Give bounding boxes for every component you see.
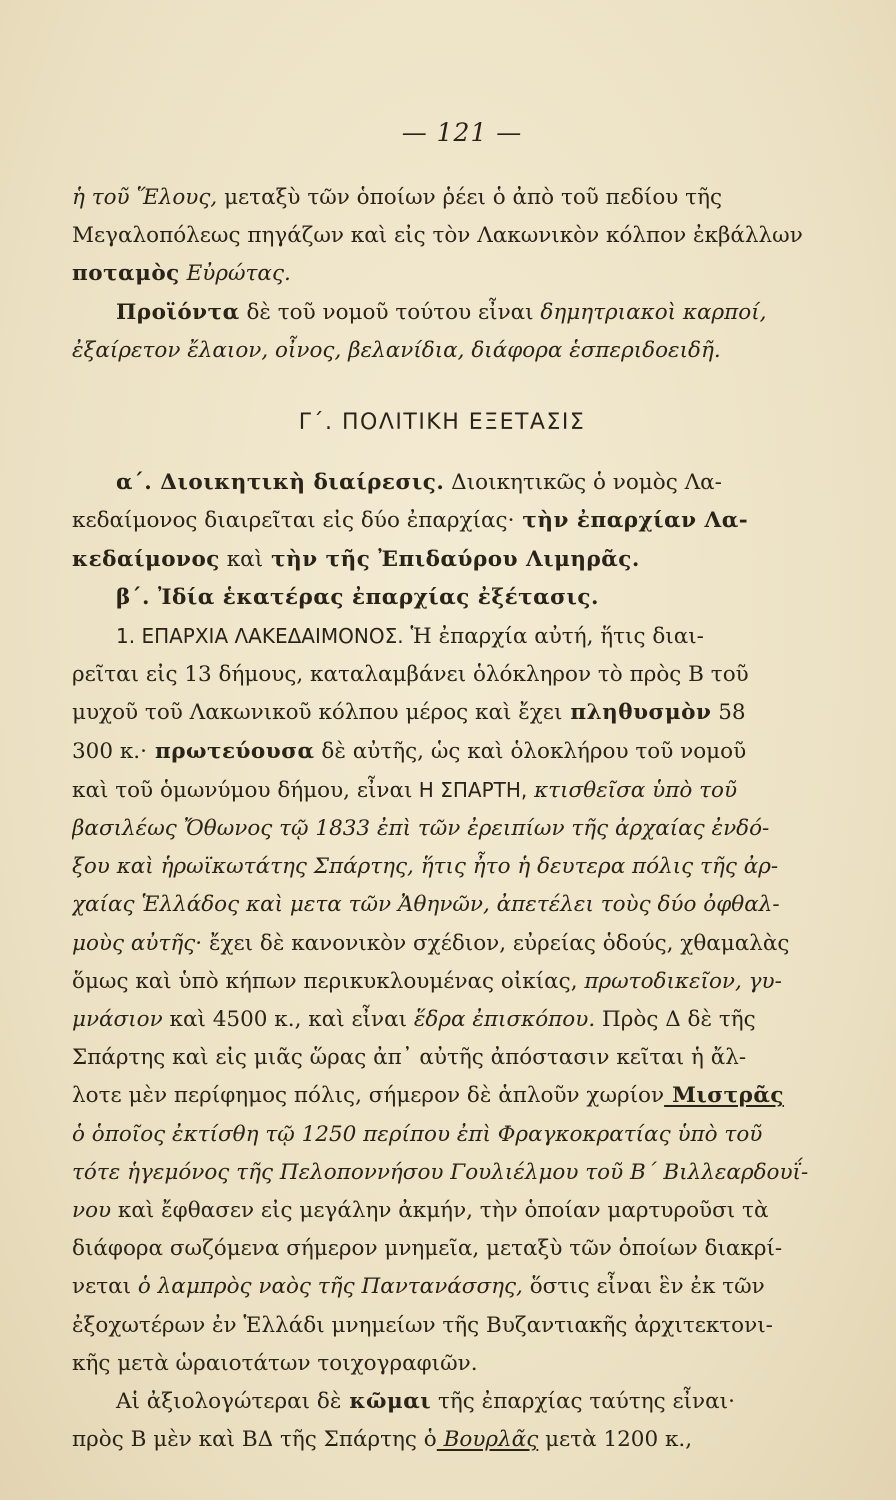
text-line: Μεγαλοπόλεως πηγάζων καὶ εἰς τὸν Λακωνικὸν κόλπον ἐκβάλλων xyxy=(72,223,803,249)
text-line: νεται ὁ λαμπρὸς ναὸς τῆς Παντανάσσης, ὅστις εἶναι ἓν ἐκ τῶν xyxy=(72,1274,765,1300)
text-line: Προϊόντα δὲ τοῦ νομοῦ τούτου εἶναι δημητριακοὶ καρποί, xyxy=(116,299,767,325)
text-line: ἐξοχωτέρων ἐν Ἑλλάδι μνημείων τῆς Βυζαντιακῆς ἀρχιτεκτονι- xyxy=(72,1312,773,1338)
text-line: νου καὶ ἔφθασεν εἰς μεγάλην ἀκμήν, τὴν ὁποίαν μαρτυροῦσι τὰ xyxy=(72,1198,769,1224)
text-line: διάφορα σωζόμενα σήμερον μνημεῖα, μεταξὺ τῶν ὁποίων διακρί- xyxy=(72,1236,783,1262)
page-number: — 121 — xyxy=(401,118,523,147)
text-line: λοτε μὲν περίφημος πόλις, σήμερον δὲ ἁπλοῦν χωρίον Μιστρᾶς xyxy=(72,1083,785,1109)
page-text xyxy=(72,179,812,1460)
text-line: α΄. Διοικητικὴ διαίρεσις. Διοικητικῶς ὁ νομὸς Λα- xyxy=(116,470,722,496)
text-line: 300 κ.· πρωτεύουσα δὲ αὐτῆς, ὡς καὶ ὁλοκλήρου τοῦ νομοῦ xyxy=(72,738,747,764)
text-line: Σπάρτης καὶ εἰς μιᾶς ὥρας ἀπ᾽ αὐτῆς ἀπόστασιν κεῖται ἡ ἄλ- xyxy=(72,1045,747,1071)
text-line: χαίας Ἑλλάδος καὶ μετα τῶν Ἀθηνῶν, ἀπετέλει τοὺς δύο ὀφθαλ- xyxy=(72,892,780,918)
text-line: πρὸς Β μὲν καὶ ΒΔ τῆς Σπάρτης ὁ Βουρλᾶς μετὰ 1200 κ., xyxy=(72,1427,693,1453)
text-line: μνάσιον καὶ 4500 κ., καὶ εἶναι ἕδρα ἐπισκόπου. Πρὸς Δ δὲ τῆς xyxy=(72,1007,756,1033)
section-heading: Γ΄. ΠΟΛΙΤΙΚΗ ΕΞΕΤΑΣΙΣ xyxy=(298,410,586,436)
text-line: ποταμὸς Εὐρώτας. xyxy=(72,261,291,287)
text-line: β΄. Ἰδία ἑκατέρας ἐπαρχίας ἐξέτασις. xyxy=(116,584,600,610)
text-line: κῆς μετὰ ὡραιοτάτων τοιχογραφιῶν. xyxy=(72,1350,478,1376)
text-line: ἡ τοῦ Ἕλους, μεταξὺ τῶν ὁποίων ῥέει ὁ ἀπὸ τοῦ πεδίου τῆς xyxy=(72,185,722,210)
text-line: ὅμως καὶ ὑπὸ κήπων περικυκλουμένας οἰκίας, πρωτοδικεῖον, γυ- xyxy=(72,968,782,994)
text-line: ἐξαίρετον ἔλαιον, οἶνος, βελανίδια, διάφορα ἑσπεριδοειδῆ. xyxy=(72,337,721,363)
text-line: κεδαίμονος διαιρεῖται εἰς δύο ἐπαρχίας· τὴν ἐπαρχίαν Λα- xyxy=(72,508,749,534)
text-line: μοὺς αὐτῆς· ἔχει δὲ κανονικὸν σχέδιον, εὐρείας ὁδούς, χθαμαλὰς xyxy=(72,930,790,956)
text-line: μυχοῦ τοῦ Λακωνικοῦ κόλπου μέρος καὶ ἔχει πληθυσμὸν 58 xyxy=(72,700,746,726)
text-line: Αἱ ἀξιολογώτεραι δὲ κῶμαι τῆς ἐπαρχίας ταύτης εἶναι· xyxy=(116,1389,735,1415)
text-line: βασιλέως Ὄθωνος τῷ 1833 ἐπὶ τῶν ἐρειπίων τῆς ἀρχαίας ἐνδό- xyxy=(72,816,770,842)
text-line: καὶ τοῦ ὁμωνύμου δήμου, εἶναι Η ΣΠΑΡΤΗ, κτισθεῖσα ὑπὸ τοῦ xyxy=(72,777,738,803)
text-line: 1. ΕΠΑΡΧΙΑ ΛΑΚΕΔΑΙΜΟΝΟΣ. Ἡ ἐπαρχία αὐτή, ἥτις διαι- xyxy=(116,624,704,650)
text-line: ξου καὶ ἡρωϊκωτάτης Σπάρτης, ἥτις ἦτο ἡ δευτερα πόλις τῆς ἀρ- xyxy=(72,854,779,880)
text-line: κεδαίμονος καὶ τὴν τῆς Ἐπιδαύρου Λιμηρᾶς. xyxy=(72,546,640,572)
text-line: ρεῖται εἰς 13 δήμους, καταλαμβάνει ὁλόκληρον τὸ πρὸς Β τοῦ xyxy=(72,662,749,688)
text-line: ὁ ὁποῖος ἐκτίσθη τῷ 1250 περίπου ἐπὶ Φραγκοκρατίας ὑπὸ τοῦ xyxy=(72,1121,763,1147)
text-line: τότε ἡγεμόνος τῆς Πελοποννήσου Γουλιέλμου τοῦ Β΄ Βιλλεαρδουΐ- xyxy=(72,1159,809,1185)
